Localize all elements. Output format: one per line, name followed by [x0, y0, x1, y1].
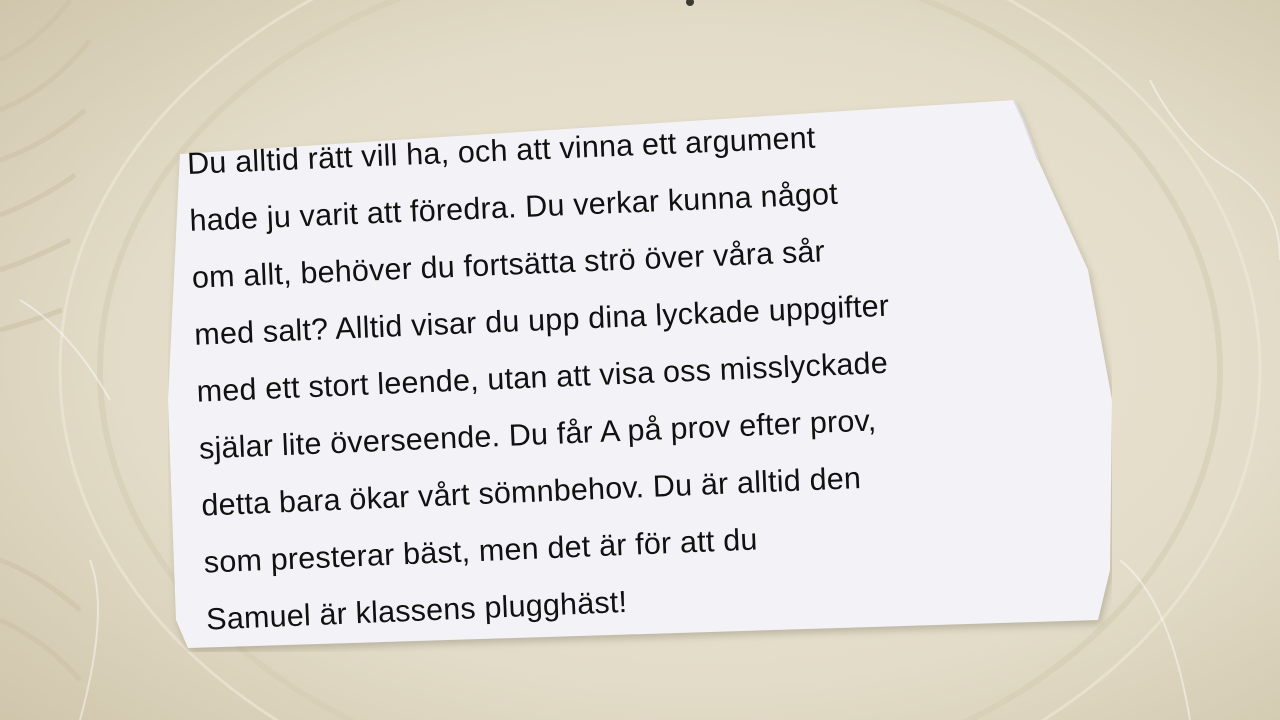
note-line-6: själar lite överseende. Du får A på prov efter prov, [198, 403, 878, 466]
note-line-9: Samuel är klassens plugghäst! [205, 584, 628, 637]
note-line-7: detta bara ökar vårt sömnbehov. Du är alltid den [200, 461, 862, 523]
note-text [186, 98, 1107, 648]
note-line-3: om allt, behöver du fortsätta strö över våra sår [191, 234, 826, 295]
note-line-1: Du alltid rätt vill ha, och att vinna ett argument [186, 120, 817, 181]
note-line-4: med salt? Alltid visar du upp dina lyckade uppgifter [193, 288, 890, 352]
note-line-5: med ett stort leende, utan att visa oss misslyckade [196, 345, 889, 409]
note-line-8: som presterar bäst, men det är för att du [203, 522, 759, 580]
note-line-2: hade ju varit att föredra. Du verkar kunna något [188, 176, 839, 238]
printed-note-strip [168, 100, 1112, 652]
